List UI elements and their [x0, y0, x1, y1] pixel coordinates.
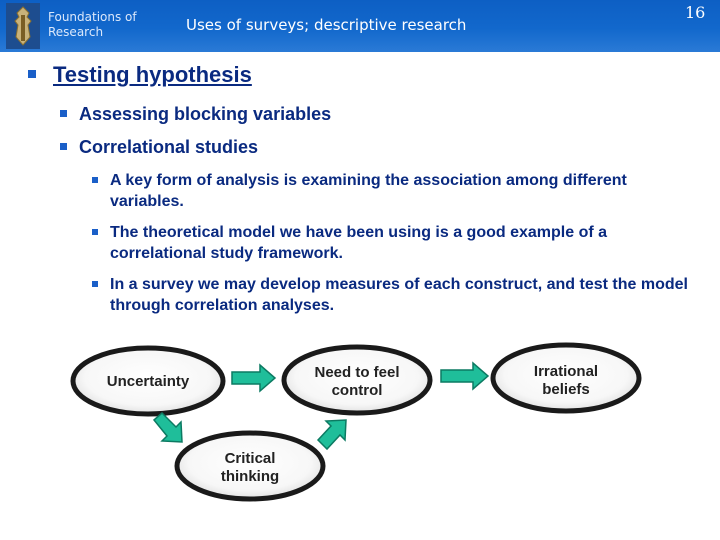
node-irrational-beliefs	[493, 345, 639, 411]
arrow-need-to-irrational	[441, 363, 488, 389]
bullet-square-icon	[92, 281, 98, 287]
bullet-square-icon	[28, 70, 36, 78]
node-irrational-label-line1: Irrational	[533, 363, 599, 380]
node-irrational-label-line2: beliefs	[542, 381, 590, 398]
bullet-detail	[92, 222, 692, 264]
arrow-uncertainty-to-need	[232, 365, 275, 391]
node-critical-label-line2: thinking	[220, 468, 280, 485]
arrow-uncertainty-to-critical	[154, 413, 182, 442]
node-need-label-line2: control	[331, 382, 383, 399]
page-number: 16	[685, 3, 706, 22]
bullet-square-icon	[92, 177, 98, 183]
sub-item-text: Correlational studies	[79, 137, 259, 157]
course-title-line1: Foundations of	[48, 10, 137, 24]
slide-header	[0, 0, 720, 52]
detail-text: In a survey we may develop measures of each construct, and test the model through correlation analyses.	[110, 276, 688, 314]
node-critical-label-line1: Critical	[224, 450, 276, 467]
arrow-critical-to-need	[318, 420, 346, 449]
course-title	[48, 10, 137, 40]
node-need-to-feel-control	[284, 347, 430, 413]
course-title-line2: Research	[48, 25, 104, 39]
heading-text: Testing hypothesis	[53, 62, 252, 87]
bullet-square-icon	[92, 229, 98, 235]
slide-title: Uses of surveys; descriptive research	[186, 16, 467, 34]
construct-model-diagram	[0, 330, 720, 540]
sub-item-text: Assessing blocking variables	[79, 104, 332, 124]
node-uncertainty-label: Uncertainty	[106, 373, 190, 390]
detail-text: The theoretical model we have been using is a good example of a correlational study framework.	[110, 224, 608, 262]
bullet-square-icon	[60, 110, 67, 117]
bullet-detail	[92, 170, 692, 212]
bullet-detail	[92, 274, 692, 316]
node-uncertainty	[73, 348, 223, 414]
node-need-label-line1: Need to feel	[314, 364, 400, 381]
detail-text: A key form of analysis is examining the association among different variables.	[110, 172, 627, 210]
university-crest-icon	[6, 3, 40, 49]
bullet-square-icon	[60, 143, 67, 150]
node-critical-thinking	[177, 433, 323, 499]
